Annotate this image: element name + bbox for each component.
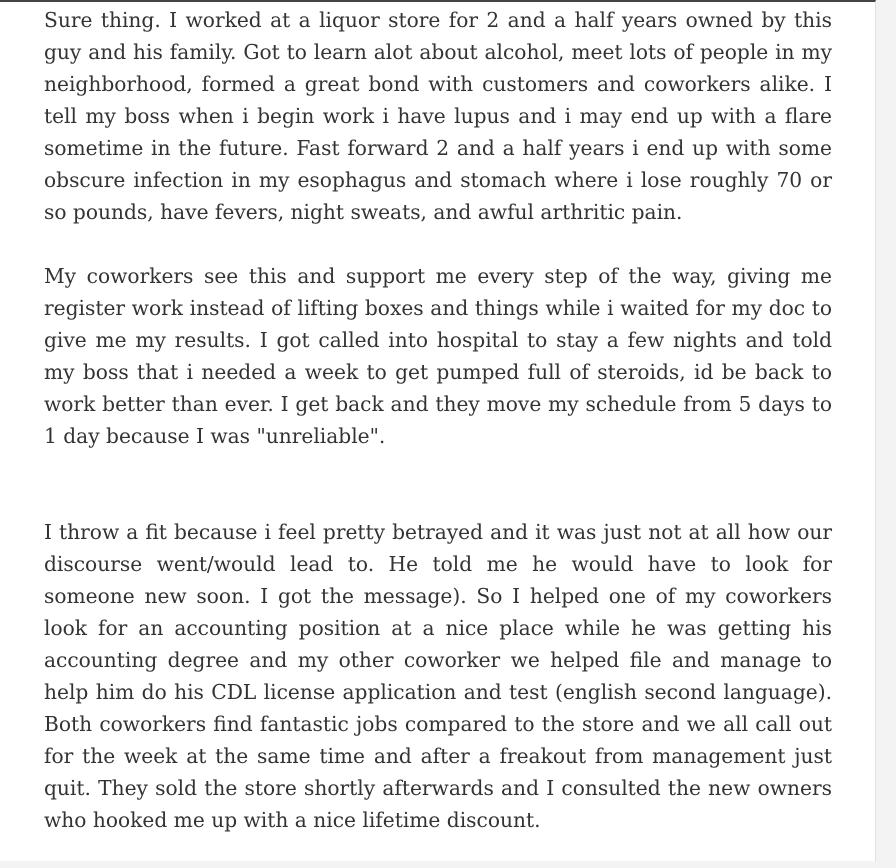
paragraph-1: Sure thing. I worked at a liquor store for 2 and a half years owned by this guy and his family. Got to learn alot about alcohol, meet lots of people in my neighborhood, formed a great bond with customers and coworkers alike. I tell my boss when i begin work i have lupus and i may end up with a flare sometime in the future. Fast forward 2 and a half years i end up with some obscure infection in my esophagus and stomach where i lose roughly 70 or so pounds, have fevers, night sweats, and awful arthritic pain.	[44, 8, 832, 224]
comment-body	[44, 4, 832, 836]
paragraph-2: My coworkers see this and support me every step of the way, giving me register work instead of lifting boxes and things while i waited for my doc to give me my results. I got called into hospital to stay a few nights and told my boss that i needed a week to get pumped full of steroids, id be back to work better than ever. I get back and they move my schedule from 5 days to 1 day because I was "unreliable".	[44, 264, 832, 448]
paragraph-3: I throw a fit because i feel pretty betrayed and it was just not at all how our discourse went/would lead to. He told me he would have to look for someone new soon. I got the message). So I helped one of my coworkers look for an accounting position at a nice place while he was getting his accounting degree and my other coworker we helped file and manage to help him do his CDL license application and test (english second language). Both coworkers find fantastic jobs compared to the store and we all call out for the week at the same time and after a freakout from management just quit. They sold the store shortly afterwards and I consulted the new owners who hooked me up with a nice lifetime discount.	[44, 520, 832, 832]
